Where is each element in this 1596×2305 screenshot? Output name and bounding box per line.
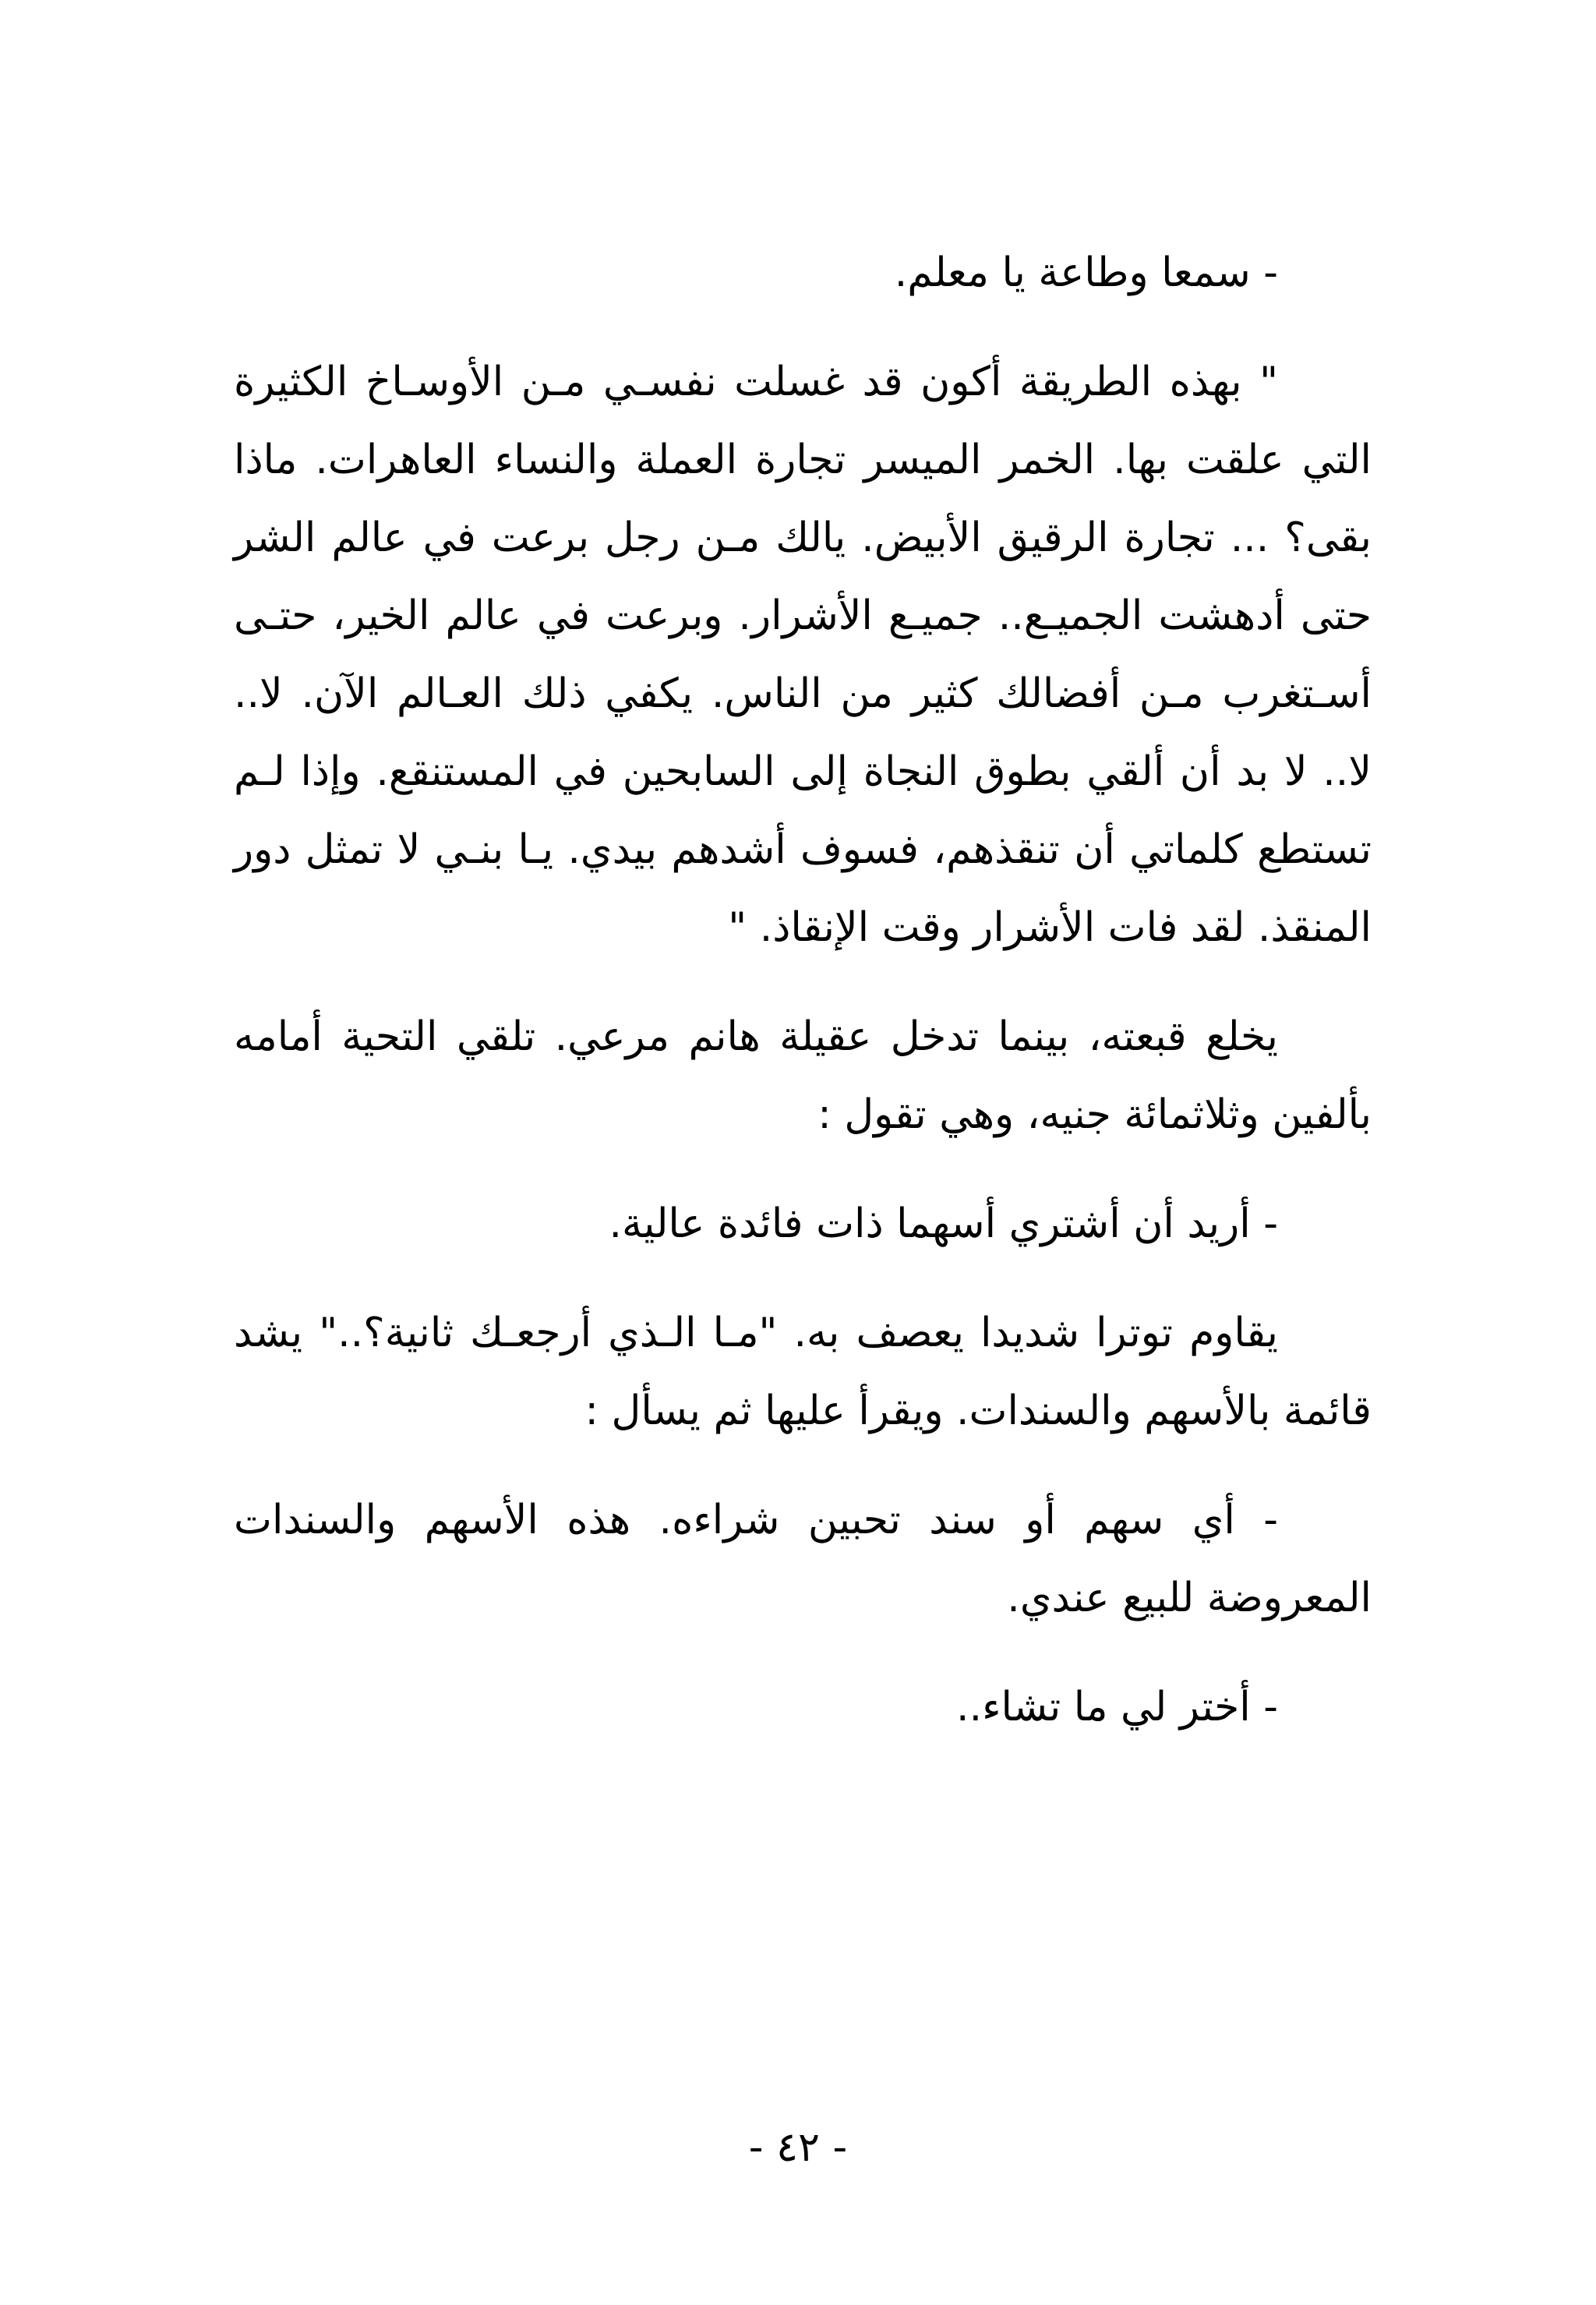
paragraph-aqila-enters: يخلع قبعته، بينما تدخل عقيلة هانم مرعي. تلقي التحية أمامه بألفين وثلاثمائة جنيه، وهي تقول :	[234, 1013, 1372, 1138]
dialogue-line-which-share: - أي سهم أو سند تحبين شراءه. هذه الأسهم والسندات المعروضة للبيع عندي.	[234, 1497, 1372, 1621]
paragraph-tension: يقاوم توترا شديدا يعصف به. "مـا الـذي أرجعـك ثانية؟.." يشد قائمة بالأسهم والسندات. ويقرأ عليها ثم يسأل :	[234, 1310, 1372, 1434]
dialogue-line-choose: - أختر لي ما تشاء..	[956, 1684, 1278, 1731]
page-number: - ٤٢ -	[748, 2124, 848, 2171]
paragraph-monologue: " بهذه الطريقة أكون قد غسلت نفسـي مـن الأوسـاخ الكثيرة التي علقت بها. الخمر الميسر تجارة العملة والنساء العاهرات. ماذا بقى؟ ... تجارة الرقيق الأبيض. يالك مـن رجل برعت في عالم الشر حتى أدهشت الجميـع.. جميـع الأشرار. وبرعت في عالم الخير، حتـى أسـتغرب مـن أفضالك كثير من الناس. يكفي ذلك العـالم الآن. لا.. لا.. لا بد أن ألقي بطوق النجاة إلى السابحين في المستنقع. وإذا لـم تستطع كلماتي أن تنقذهم، فسوف أشدهم بيدي. يـا بنـي لا تمثل دور المنقذ. لقد فات الأشرار وقت الإنقاذ. "	[234, 359, 1372, 951]
body-text	[234, 234, 1372, 1746]
dialogue-line-buy-shares: - أريد أن أشتري أسهما ذات فائدة عالية.	[609, 1200, 1278, 1247]
dialogue-line-obey: - سمعا وطاعة يا معلم.	[894, 249, 1278, 296]
